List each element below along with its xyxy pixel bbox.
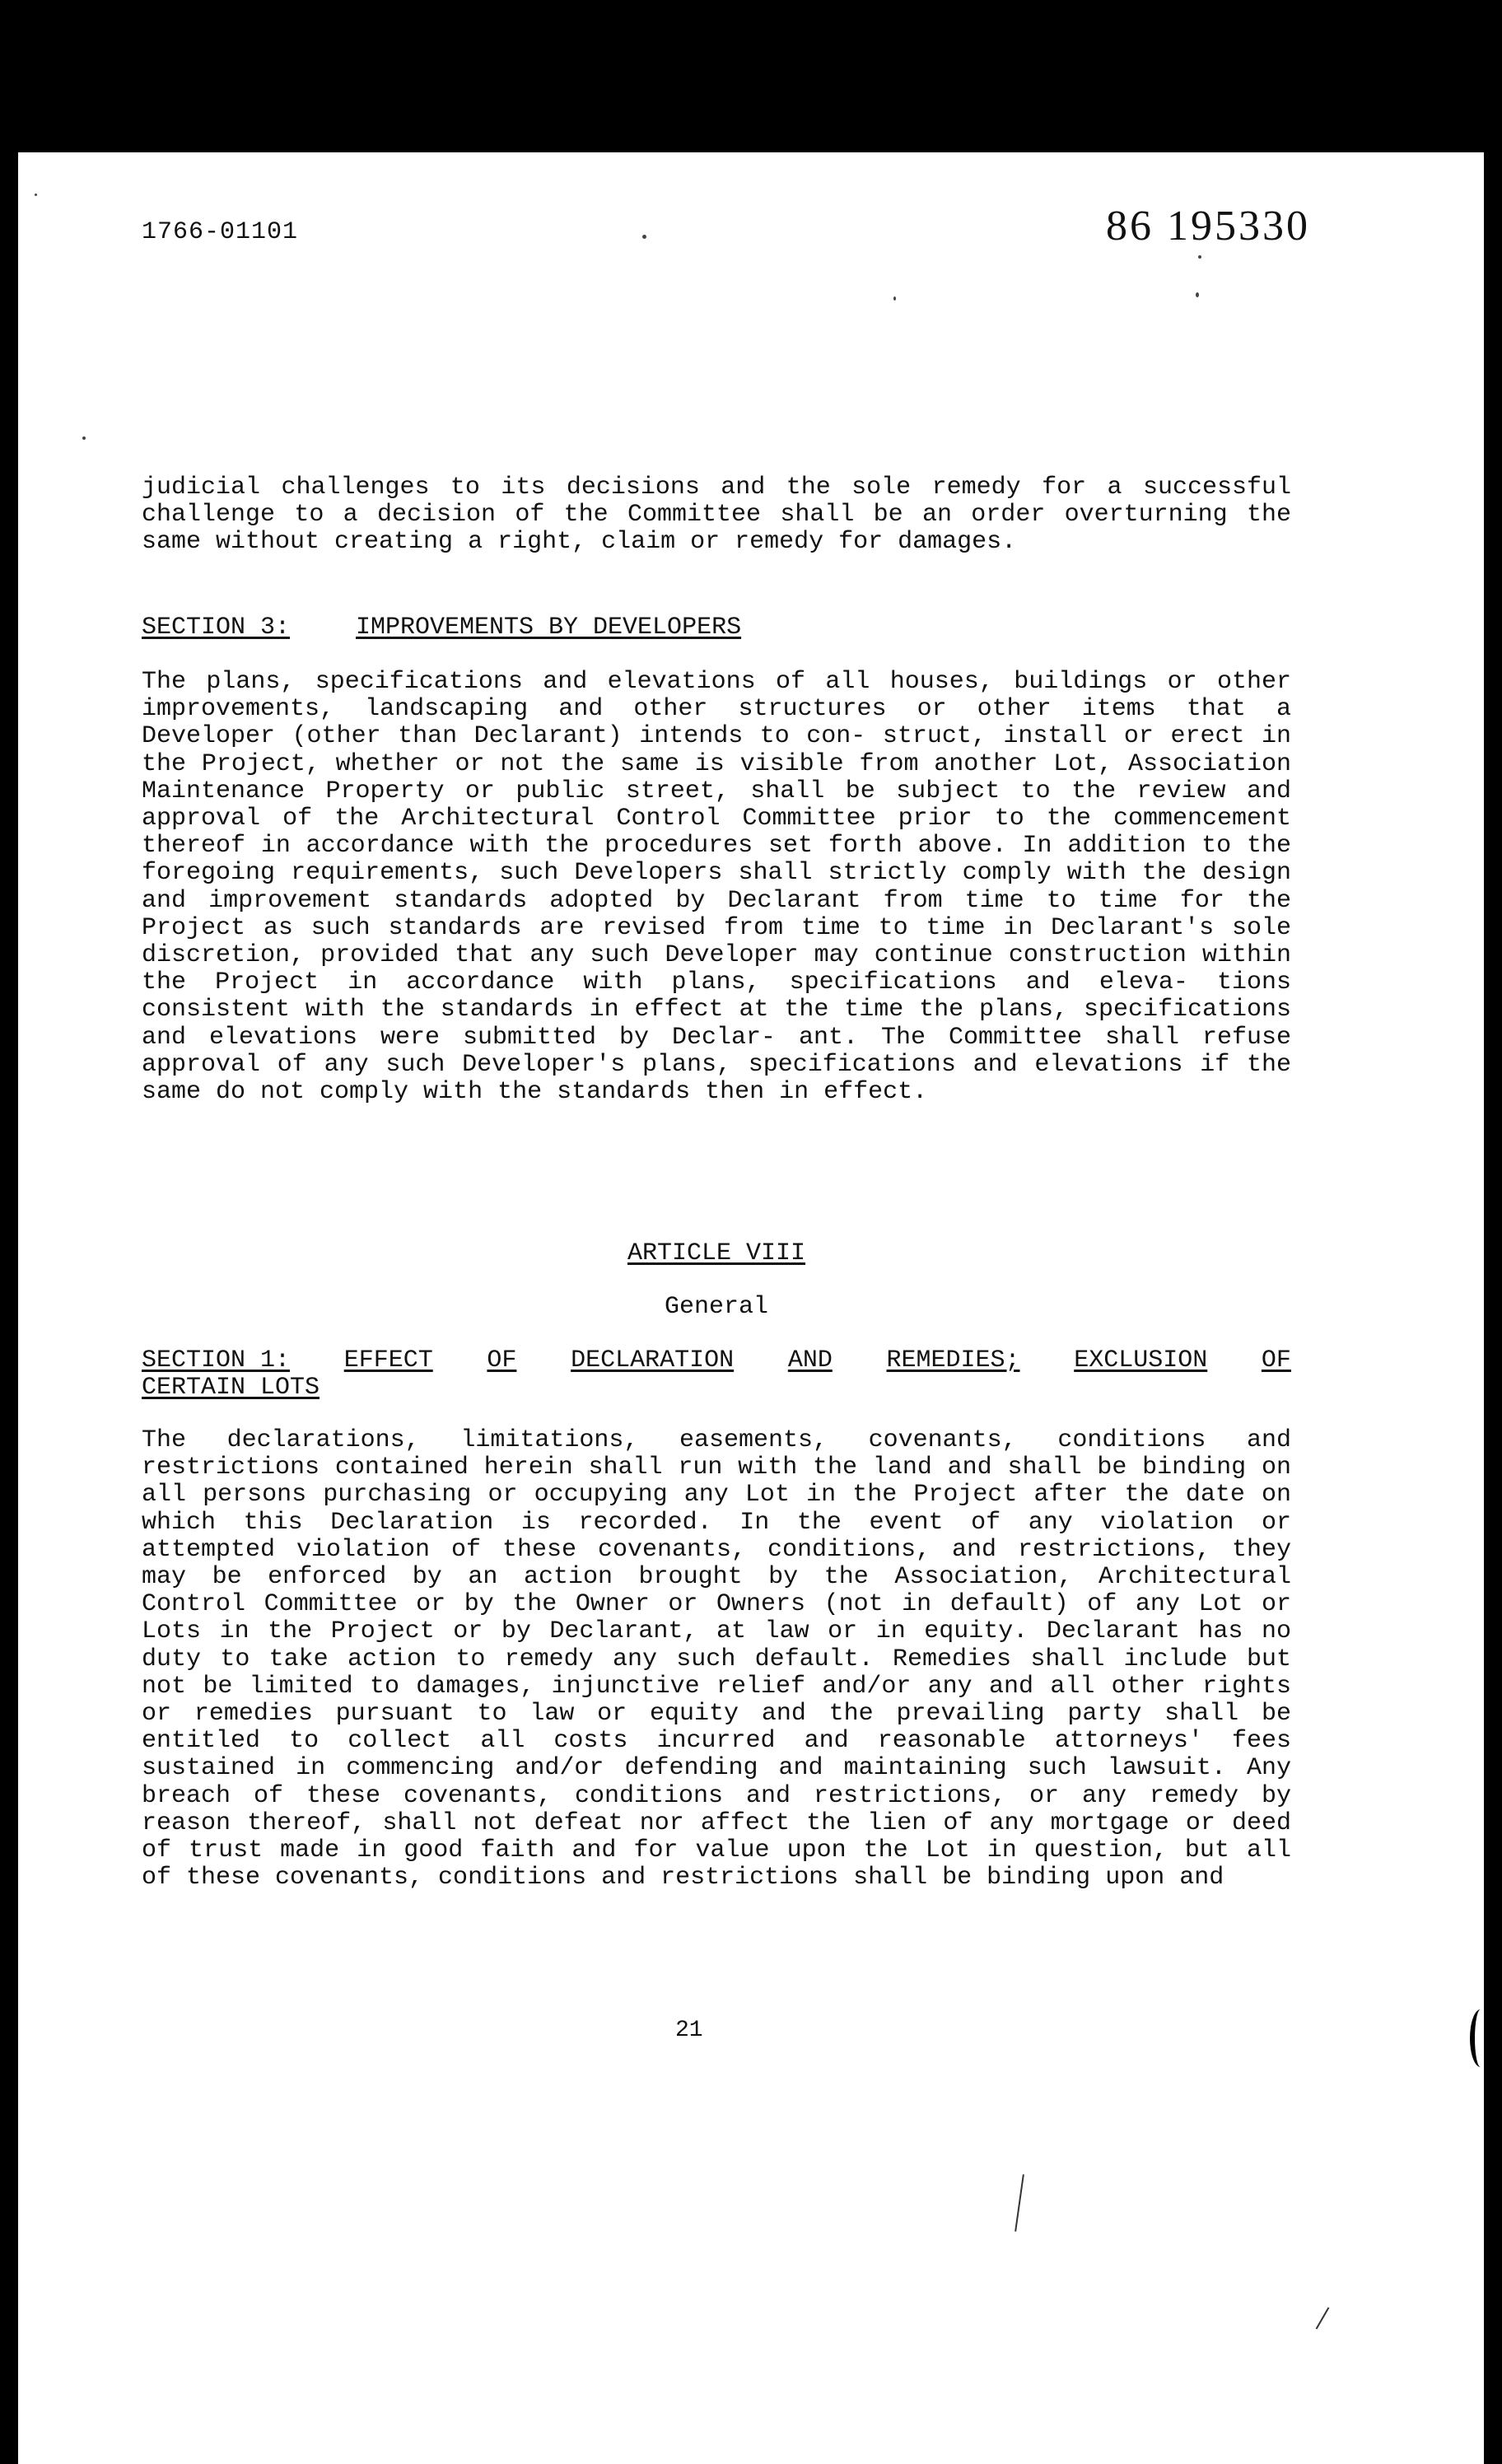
- scan-speck: [1196, 292, 1199, 297]
- article-title: ARTICLE VIII: [627, 1239, 806, 1267]
- section-1-title-word: AND: [787, 1346, 833, 1374]
- section-3-title: IMPROVEMENTS BY DEVELOPERS: [356, 614, 742, 642]
- section-1-title-word: EFFECT: [343, 1346, 433, 1374]
- section-1-title-word: REMEDIES;: [886, 1346, 1020, 1374]
- section-3-body: The plans, specifications and elevations of all houses, buildings or other improvements, landscaping and other structures or other items that a Developer (other than Declarant) intends to con- struct, install or erect in the Project, whether or not the same is visible from another Lot, Association Maintenance Property or public street, shall be subject to the review and approval of the Architectural Control Committee prior to the commencement thereof in accordance with the procedures set forth above. In addition to the foregoing requirements, such Developers shall strictly comply with the design and improvement standards adopted by Declarant from time to time for the Project as such standards are revised from time to time in Declarant's sole discretion, provided that any such Developer may continue construction within the Project in accordance with plans, specifications and eleva- tions consistent with the standards in effect at the time the plans, specifications and elevations were submitted by Declar- ant. The Committee shall refuse approval of any such Developer's plans, specifications and elevations if the same do not comply with the standards then in effect.: [142, 668, 1291, 1107]
- section-1-label: SECTION 1:: [142, 1346, 291, 1374]
- scan-speck: [35, 194, 37, 196]
- section-3-label: SECTION 3:: [142, 614, 291, 642]
- continued-paragraph: judicial challenges to its decisions and the sole remedy for a successful challenge to a decision of the Committee shall be an order overturning the same without creating a right, claim or remedy for damages.: [142, 474, 1291, 557]
- document-number: 1766-01101: [142, 218, 299, 246]
- scan-speck: [82, 436, 86, 440]
- section-1-title-word: DECLARATION: [571, 1346, 735, 1374]
- section-1-heading: [142, 1347, 1291, 1402]
- scan-speck: [893, 296, 896, 301]
- section-1-title-word: OF: [487, 1346, 517, 1374]
- section-1-title-line-2: CERTAIN LOTS: [142, 1374, 320, 1402]
- binding-mark: [1470, 2009, 1491, 2067]
- section-3-heading: [142, 614, 741, 642]
- section-1-heading-line-1: [142, 1347, 1291, 1374]
- page-number: 21: [675, 2018, 703, 2043]
- scan-speck: [642, 235, 646, 239]
- article-subtitle: General: [664, 1293, 769, 1321]
- section-1-body: The declarations, limitations, easements, covenants, conditions and restrictions contained herein shall run with the land and shall be binding on all persons purchasing or occupying any Lot in the Project after the date on which this Declaration is recorded. In the event of any violation or attempted violation of these covenants, conditions, and restrictions, they may be enforced by an action brought by the Association, Architectural Control Committee or by the Owner or Owners (not in default) of any Lot or Lots in the Project or by Declarant, at law or in equity. Declarant has no duty to take action to remedy any such default. Remedies shall include but not be limited to damages, injunctive relief and/or any and all other rights or remedies pursuant to law or equity and the prevailing party shall be entitled to collect all costs incurred and reasonable attorneys' fees sustained in commencing and/or defending and maintaining such lawsuit. Any breach of these covenants, conditions and restrictions, or any remedy by reason thereof, shall not defeat nor affect the lien of any mortgage or deed of trust made in good faith and for value upon the Lot in question, but all of these covenants, conditions and restrictions shall be binding upon and: [142, 1426, 1291, 1892]
- section-1-heading-line-2: [142, 1374, 1291, 1402]
- scan-speck: [1198, 255, 1201, 259]
- section-1-title-word: EXCLUSION: [1074, 1346, 1208, 1374]
- recording-number-stamp: 86 195330: [1106, 203, 1310, 250]
- section-1-title-word: OF: [1261, 1346, 1291, 1374]
